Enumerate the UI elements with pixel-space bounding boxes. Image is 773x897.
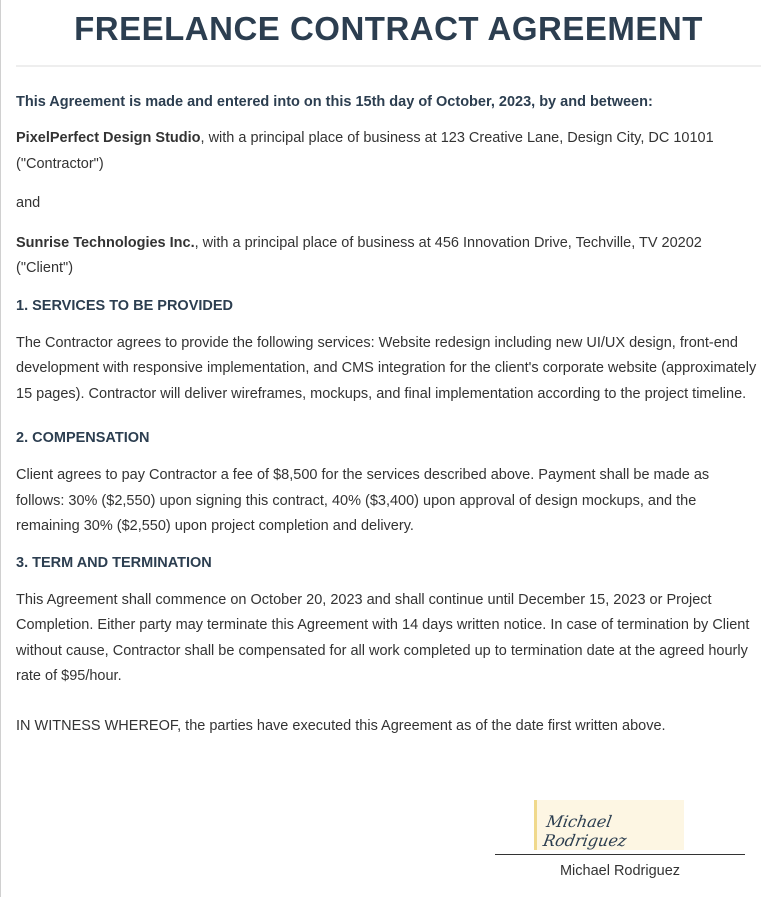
- section-term-body: This Agreement shall commence on October 20, 2023 and shall continue until December 15, 2023 or Project Completion. Either party may terminate this Agreement with 14 days written notice. In case of termination by Client without cause, Contractor shall be compensated for all work completed up to termination date at the agreed hourly rate of $95/hour.: [16, 591, 750, 684]
- signature-image: [534, 800, 684, 850]
- signature-script: Michael Rodriguez: [541, 812, 629, 850]
- signatory-name: Michael Rodriguez: [559, 863, 681, 879]
- section-compensation-body: Client agrees to pay Contractor a fee of $8,500 for the services described above. Payment shall be made as follows: 30% ($2,550) upon signing this contract, 40% ($3,400) upon approval of design mockups, and the remaining 30% ($2,550) upon project completion and delivery.: [16, 467, 710, 534]
- document-title: FREELANCE CONTRACT AGREEMENT: [74, 10, 703, 47]
- witness-clause: IN WITNESS WHEREOF, the parties have executed this Agreement as of the date first written above.: [16, 717, 666, 734]
- contractor-details: , with a principal place of business at 123 Creative Lane, Design City, DC 10101 ("Contractor"): [16, 130, 714, 172]
- page-left-border: [0, 0, 1, 897]
- client-name: Sunrise Technologies Inc.: [16, 234, 195, 251]
- title-divider: [16, 65, 761, 67]
- section-services-heading: 1. SERVICES TO BE PROVIDED: [16, 297, 234, 314]
- section-services-body: The Contractor agrees to provide the following services: Website redesign including new UI/UX design, front-end development with responsive implementation, and CMS integration for the client's corporate website (approximately 15 pages). Contractor will deliver wireframes, mockups, and final implementation according to the project timeline.: [16, 334, 757, 402]
- contractor-party: [16, 126, 761, 177]
- signature-line: [495, 854, 745, 855]
- section-term-heading: 3. TERM AND TERMINATION: [16, 554, 212, 571]
- and-connector: and: [16, 195, 41, 211]
- contract-document: [16, 0, 761, 739]
- section-compensation-heading: 2. COMPENSATION: [16, 430, 150, 446]
- agreement-intro: This Agreement is made and entered into on this 15th day of October, 2023, by and between:: [16, 94, 653, 110]
- client-details: , with a principal place of business at 456 Innovation Drive, Techville, TV 20202 ("Client"): [16, 234, 702, 276]
- contractor-name: PixelPerfect Design Studio: [16, 130, 201, 146]
- client-party: [16, 231, 761, 282]
